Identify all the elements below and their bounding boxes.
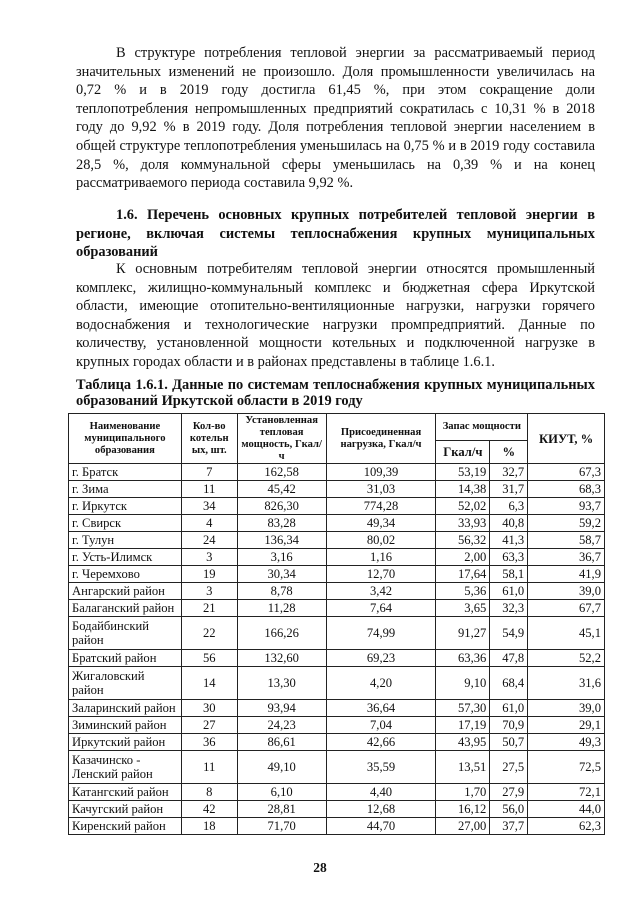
cell-load: 12,70 — [326, 566, 436, 583]
cell-capacity: 83,28 — [237, 515, 326, 532]
cell-count: 3 — [181, 583, 237, 600]
cell-capacity: 45,42 — [237, 481, 326, 498]
cell-reserve-gcal: 5,36 — [436, 583, 490, 600]
cell-reserve-pct: 31,7 — [490, 481, 528, 498]
cell-load: 42,66 — [326, 734, 436, 751]
cell-kiut: 44,0 — [528, 801, 605, 818]
cell-kiut: 67,7 — [528, 600, 605, 617]
table-row — [69, 481, 605, 498]
cell-load: 109,39 — [326, 464, 436, 481]
cell-reserve-pct: 50,7 — [490, 734, 528, 751]
cell-load: 4,20 — [326, 667, 436, 700]
header-name: Наименование муниципального образования — [69, 414, 182, 464]
cell-count: 4 — [181, 515, 237, 532]
cell-reserve-gcal: 57,30 — [436, 700, 490, 717]
cell-reserve-pct: 6,3 — [490, 498, 528, 515]
header-reserve: Запас мощности — [436, 414, 528, 441]
cell-kiut: 41,9 — [528, 566, 605, 583]
cell-name: г. Зима — [69, 481, 182, 498]
cell-reserve-gcal: 17,19 — [436, 717, 490, 734]
cell-load: 31,03 — [326, 481, 436, 498]
cell-reserve-gcal: 27,00 — [436, 818, 490, 835]
cell-kiut: 52,2 — [528, 650, 605, 667]
cell-name: Киренский район — [69, 818, 182, 835]
cell-kiut: 36,7 — [528, 549, 605, 566]
cell-count: 34 — [181, 498, 237, 515]
cell-reserve-gcal: 52,02 — [436, 498, 490, 515]
table-row — [69, 583, 605, 600]
cell-load: 36,64 — [326, 700, 436, 717]
cell-capacity: 3,16 — [237, 549, 326, 566]
cell-reserve-gcal: 3,65 — [436, 600, 490, 617]
cell-kiut: 39,0 — [528, 700, 605, 717]
cell-load: 69,23 — [326, 650, 436, 667]
cell-reserve-gcal: 63,36 — [436, 650, 490, 667]
cell-name: Заларинский район — [69, 700, 182, 717]
cell-count: 18 — [181, 818, 237, 835]
cell-reserve-pct: 63,3 — [490, 549, 528, 566]
cell-name: Катангский район — [69, 784, 182, 801]
cell-name: г. Усть-Илимск — [69, 549, 182, 566]
cell-name: Братский район — [69, 650, 182, 667]
cell-kiut: 68,3 — [528, 481, 605, 498]
table-row — [69, 717, 605, 734]
cell-reserve-gcal: 13,51 — [436, 751, 490, 784]
cell-count: 11 — [181, 481, 237, 498]
table-caption: Таблица 1.6.1. Данные по системам теплоснабжения крупных муниципальных образований Иркутской области в 2019 году — [76, 377, 595, 409]
cell-reserve-pct: 58,1 — [490, 566, 528, 583]
cell-load: 74,99 — [326, 617, 436, 650]
cell-name: г. Тулун — [69, 532, 182, 549]
cell-load: 1,16 — [326, 549, 436, 566]
cell-count: 8 — [181, 784, 237, 801]
cell-reserve-pct: 56,0 — [490, 801, 528, 818]
cell-capacity: 162,58 — [237, 464, 326, 481]
cell-capacity: 71,70 — [237, 818, 326, 835]
cell-capacity: 6,10 — [237, 784, 326, 801]
cell-name: г. Братск — [69, 464, 182, 481]
table-row — [69, 566, 605, 583]
cell-capacity: 93,94 — [237, 700, 326, 717]
table-row — [69, 464, 605, 481]
cell-capacity: 136,34 — [237, 532, 326, 549]
page-number: 28 — [313, 860, 327, 875]
cell-count: 42 — [181, 801, 237, 818]
cell-kiut: 29,1 — [528, 717, 605, 734]
cell-capacity: 86,61 — [237, 734, 326, 751]
cell-load: 3,42 — [326, 583, 436, 600]
cell-name: Иркутский район — [69, 734, 182, 751]
cell-capacity: 8,78 — [237, 583, 326, 600]
table-row — [69, 650, 605, 667]
cell-kiut: 67,3 — [528, 464, 605, 481]
table-row — [69, 700, 605, 717]
cell-kiut: 31,6 — [528, 667, 605, 700]
cell-count: 21 — [181, 600, 237, 617]
header-count: Кол-во котельн ых, шт. — [181, 414, 237, 464]
cell-count: 27 — [181, 717, 237, 734]
cell-count: 14 — [181, 667, 237, 700]
header-reserve-gcal: Гкал/ч — [436, 441, 490, 464]
cell-reserve-pct: 40,8 — [490, 515, 528, 532]
header-load: Присоединенная нагрузка, Гкал/ч — [326, 414, 436, 464]
cell-reserve-gcal: 43,95 — [436, 734, 490, 751]
cell-capacity: 132,60 — [237, 650, 326, 667]
cell-count: 56 — [181, 650, 237, 667]
cell-reserve-pct: 61,0 — [490, 700, 528, 717]
cell-reserve-gcal: 14,38 — [436, 481, 490, 498]
cell-kiut: 58,7 — [528, 532, 605, 549]
cell-kiut: 72,1 — [528, 784, 605, 801]
cell-count: 36 — [181, 734, 237, 751]
header-capacity: Установленная тепловая мощность, Гкал/ч — [237, 414, 326, 464]
table-row — [69, 751, 605, 784]
cell-reserve-pct: 41,3 — [490, 532, 528, 549]
cell-load: 7,04 — [326, 717, 436, 734]
cell-capacity: 28,81 — [237, 801, 326, 818]
table-row — [69, 784, 605, 801]
cell-name: Качугский район — [69, 801, 182, 818]
cell-reserve-pct: 54,9 — [490, 617, 528, 650]
cell-name: г. Свирск — [69, 515, 182, 532]
cell-reserve-gcal: 56,32 — [436, 532, 490, 549]
cell-reserve-pct: 27,5 — [490, 751, 528, 784]
cell-reserve-gcal: 17,64 — [436, 566, 490, 583]
cell-reserve-gcal: 91,27 — [436, 617, 490, 650]
cell-load: 7,64 — [326, 600, 436, 617]
heat-supply-table — [68, 413, 605, 835]
cell-count: 24 — [181, 532, 237, 549]
cell-reserve-pct: 61,0 — [490, 583, 528, 600]
cell-kiut: 93,7 — [528, 498, 605, 515]
table-row — [69, 734, 605, 751]
cell-kiut: 72,5 — [528, 751, 605, 784]
cell-name: г. Черемхово — [69, 566, 182, 583]
cell-capacity: 11,28 — [237, 600, 326, 617]
cell-load: 12,68 — [326, 801, 436, 818]
cell-name: Бодайбинский район — [69, 617, 182, 650]
cell-name: г. Иркутск — [69, 498, 182, 515]
table-row — [69, 818, 605, 835]
paragraph-consumption-structure: В структуре потребления тепловой энергии за рассматриваемый период значительных изменений не произошло. Доля промышленности увеличилась на 0,72 % и в 2019 году достигла 61,45 %, при этом сокращение доли теплопотребления непромышленных предприятий сократилась с 10,31 % в 2018 году до 9,92 % в 2019 году. Доля потребления тепловой энергии населением в общей структуре теплопотребления уменьшилась на 0,75 % и в 2019 году составила 28,5 %, доля коммунальной сферы уменьшилась на 0,39 % и на конец рассматриваемого периода составила 9,92 %. — [76, 45, 595, 192]
cell-count: 3 — [181, 549, 237, 566]
section-heading: 1.6. Перечень основных крупных потребителей тепловой энергии в регионе, включая системы теплоснабжения крупных муниципальных образований — [76, 207, 595, 261]
cell-reserve-gcal: 9,10 — [436, 667, 490, 700]
cell-load: 35,59 — [326, 751, 436, 784]
cell-kiut: 49,3 — [528, 734, 605, 751]
cell-reserve-pct: 70,9 — [490, 717, 528, 734]
cell-capacity: 13,30 — [237, 667, 326, 700]
cell-load: 774,28 — [326, 498, 436, 515]
paragraph-major-consumers: К основным потребителям тепловой энергии относятся промышленный комплекс, жилищно-коммунальный комплекс и бюджетная сфера Иркутской области, имеющие отопительно-вентиляционные нагрузки, нагрузки горячего водоснабжения и технологические нагрузки промпредприятий. Данные по количеству, установленной мощности котельных и подключенной нагрузке в крупных городах области и в районах представлены в таблице 1.6.1. — [76, 261, 595, 370]
cell-capacity: 826,30 — [237, 498, 326, 515]
cell-kiut: 39,0 — [528, 583, 605, 600]
table-row — [69, 600, 605, 617]
cell-reserve-pct: 37,7 — [490, 818, 528, 835]
cell-name: Зиминский район — [69, 717, 182, 734]
cell-count: 30 — [181, 700, 237, 717]
cell-reserve-gcal: 16,12 — [436, 801, 490, 818]
cell-reserve-gcal: 33,93 — [436, 515, 490, 532]
cell-capacity: 24,23 — [237, 717, 326, 734]
cell-reserve-pct: 32,3 — [490, 600, 528, 617]
table-row — [69, 801, 605, 818]
cell-count: 7 — [181, 464, 237, 481]
cell-reserve-gcal: 1,70 — [436, 784, 490, 801]
header-reserve-pct: % — [490, 441, 528, 464]
cell-name: Ангарский район — [69, 583, 182, 600]
cell-load: 4,40 — [326, 784, 436, 801]
cell-capacity: 49,10 — [237, 751, 326, 784]
cell-name: Казачинско - Ленский район — [69, 751, 182, 784]
cell-count: 19 — [181, 566, 237, 583]
table-row — [69, 617, 605, 650]
cell-name: Жигаловский район — [69, 667, 182, 700]
cell-count: 22 — [181, 617, 237, 650]
cell-kiut: 45,1 — [528, 617, 605, 650]
cell-reserve-pct: 47,8 — [490, 650, 528, 667]
cell-kiut: 59,2 — [528, 515, 605, 532]
header-kiut: КИУТ, % — [528, 414, 605, 464]
cell-reserve-pct: 27,9 — [490, 784, 528, 801]
cell-load: 44,70 — [326, 818, 436, 835]
cell-reserve-pct: 32,7 — [490, 464, 528, 481]
cell-load: 49,34 — [326, 515, 436, 532]
cell-load: 80,02 — [326, 532, 436, 549]
cell-capacity: 166,26 — [237, 617, 326, 650]
table-row — [69, 667, 605, 700]
cell-reserve-gcal: 2,00 — [436, 549, 490, 566]
table-row — [69, 549, 605, 566]
cell-reserve-pct: 68,4 — [490, 667, 528, 700]
cell-name: Балаганский район — [69, 600, 182, 617]
table-row — [69, 515, 605, 532]
cell-capacity: 30,34 — [237, 566, 326, 583]
cell-count: 11 — [181, 751, 237, 784]
table-row — [69, 498, 605, 515]
cell-kiut: 62,3 — [528, 818, 605, 835]
table-row — [69, 532, 605, 549]
cell-reserve-gcal: 53,19 — [436, 464, 490, 481]
